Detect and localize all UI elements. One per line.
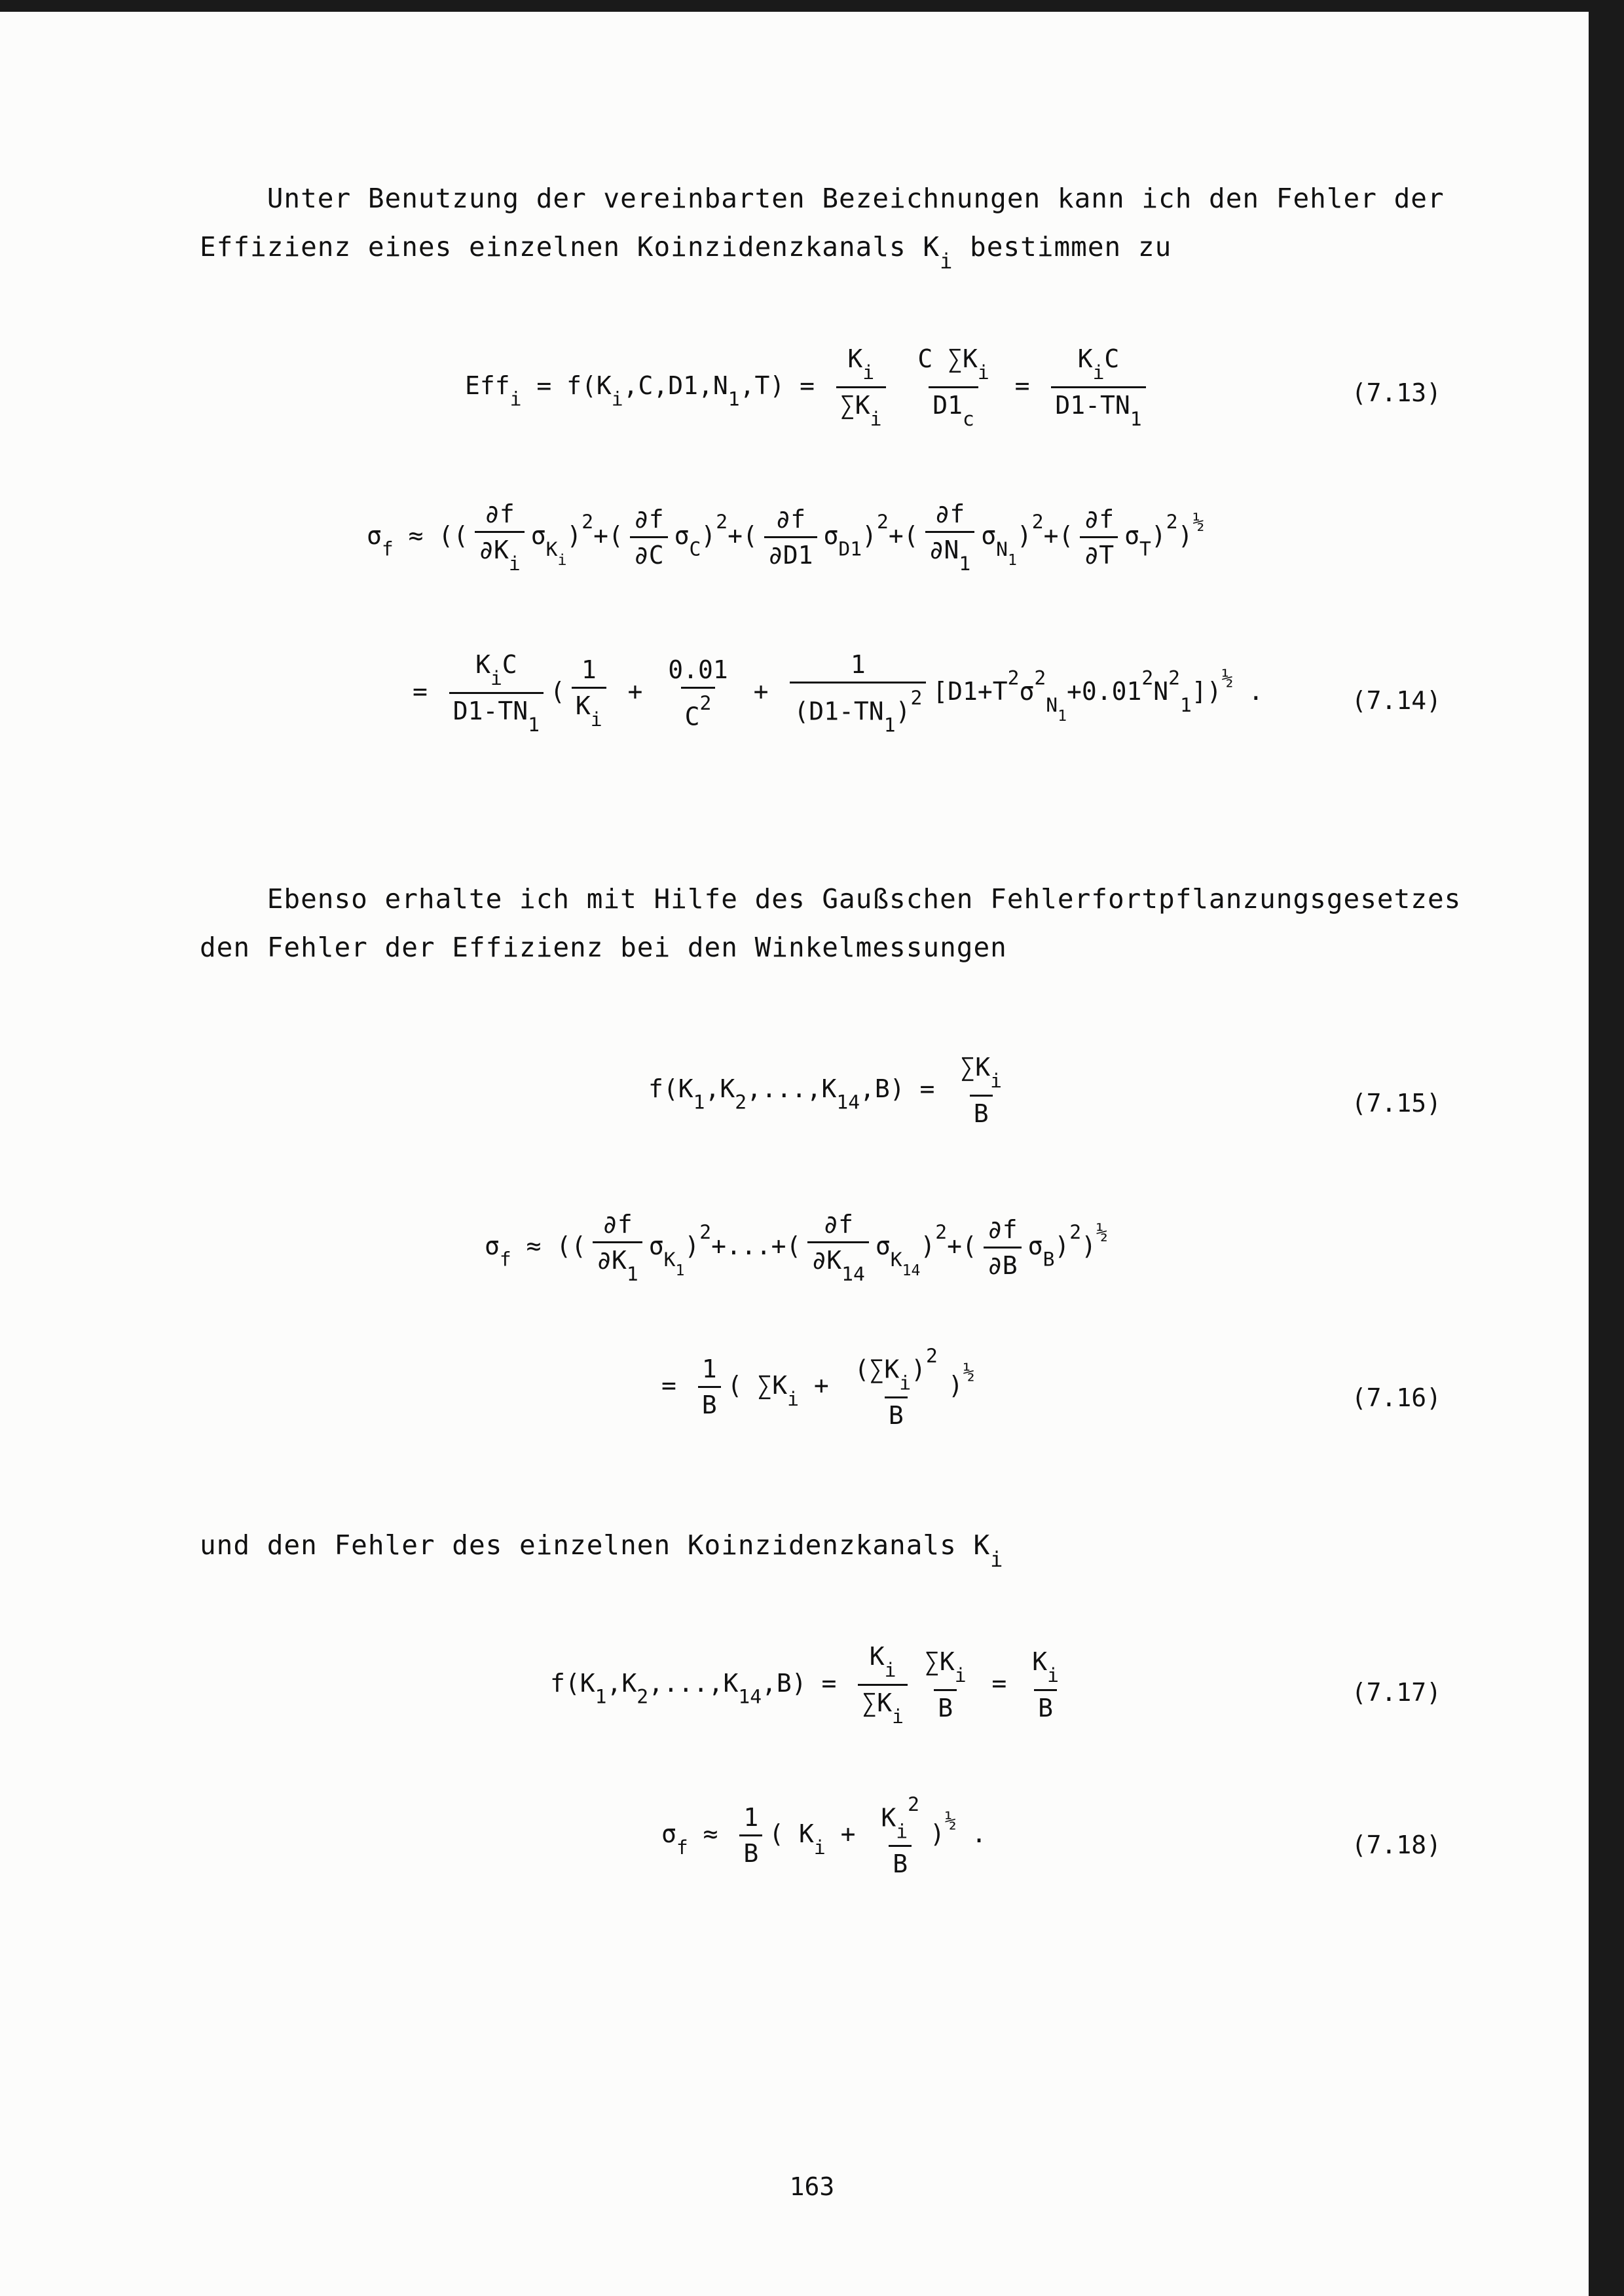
equation-number-7-14: (7.14) — [1351, 686, 1441, 715]
paragraph-1 — [200, 174, 1445, 285]
equation-number-7-13: (7.13) — [1351, 378, 1441, 407]
paragraph-3-line-1: und den Fehler des einzelnen Koinzidenzkanals K — [200, 1529, 991, 1561]
equation-number-7-16: (7.16) — [1351, 1383, 1441, 1412]
equation-7-15: $f(K_1,K_2,...,K_{14},B)$ = $\frac{\sum K_i}{B}$ — [648, 1053, 1002, 1128]
subscript-i: i — [990, 1547, 1004, 1573]
paragraph-1-line-1: Unter Benutzung der vereinbarten Bezeichnungen kann ich den Fehler der — [267, 183, 1445, 214]
equation-number-7-17: (7.17) — [1351, 1678, 1441, 1707]
equation-number-7-15: (7.15) — [1351, 1089, 1441, 1118]
equation-7-14-sigma: $\sigma_f$ ≈ (( $\frac{\partial f}{\partial K_i}$ $\sigma_{K_i})^2+$( $\frac{\partial f}{\partial C}$ $\sigma_C)^2+$( $\frac{\partial f}{\partial D1}$ $\sigma_{D1})^2+$( $\frac{\partial f}{\partial N_1}$ $\sigma_{N_1})^2+$( $\frac{\partial f}{\partial T}$ $\sigma_T)^2)^{\frac{1}{2}}$ — [367, 500, 1205, 575]
equation-7-16-sigma: $\sigma_f$ ≈ (( $\frac{\partial f}{\partial K_1}$ $\sigma_{K_1})^2+...+$( $\frac{\partial f}{\partial K_{14}}$ $\sigma_{K_{14}})^2+$( $\frac{\partial f}{\partial B}$ $\sigma_B)^2)^{\frac{1}{2}}$ — [485, 1210, 1108, 1285]
equation-number-7-18: (7.18) — [1351, 1831, 1441, 1859]
equation-7-13: $Eff_i = f(K_i,C,D1,N_1,T)$ = $\frac{K_i}{\sum K_i}$ $\frac{C \sum K_i}{D1_c}$ = $\frac{K_iC}{D1-TN_1}$ — [465, 344, 1153, 430]
equation-7-17: $f(K_1,K_2,...,K_{14},B)$ = $\frac{K_i}{\sum K_i}$ $\frac{\sum K_i}{B}$ = $\frac{K_i}{B}$ — [550, 1642, 1059, 1728]
equation-7-16-expanded: = $\frac{1}{B}$ ( $\sum K_i$ + $\frac{(\sum K_i)^2}{B}$ )$^{\frac{1}{2}}$ — [661, 1344, 975, 1430]
paragraph-1-line-2: Effizienz eines einzelnen Koinzidenzkanals K — [200, 231, 940, 263]
paragraph-2-line-1: Ebenso erhalte ich mit Hilfe des Gaußschen Fehlerfortpflanzungsgesetzes — [267, 883, 1462, 915]
page-number: 163 — [789, 2172, 835, 2201]
equation-7-18: $\sigma_f$ ≈ $\frac{1}{B}$ ( $K_i$ + $\frac{K_i^2}{B}$ )$^{\frac{1}{2}}$ . — [661, 1793, 987, 1879]
subscript-i: i — [940, 249, 953, 274]
paragraph-1-line-2-end: bestimmen zu — [953, 231, 1172, 263]
document-page — [0, 12, 1589, 2296]
paragraph-2-line-2: den Fehler der Effizienz bei den Winkelmessungen — [200, 932, 1007, 963]
paragraph-2 — [200, 875, 1461, 972]
paragraph-3 — [200, 1521, 1003, 1584]
equation-7-14-expanded: = $\frac{K_iC}{D1-TN_1}$ ( $\frac{1}{K_i}$ + $\frac{0.01}{C^2}$ + $\frac{1}{(D1-TN_1)^2}$ $[D1+T^2\sigma^2_{N_1}+0.01^2N^2_1])^{\frac{1}{2}}$ . — [413, 650, 1264, 737]
